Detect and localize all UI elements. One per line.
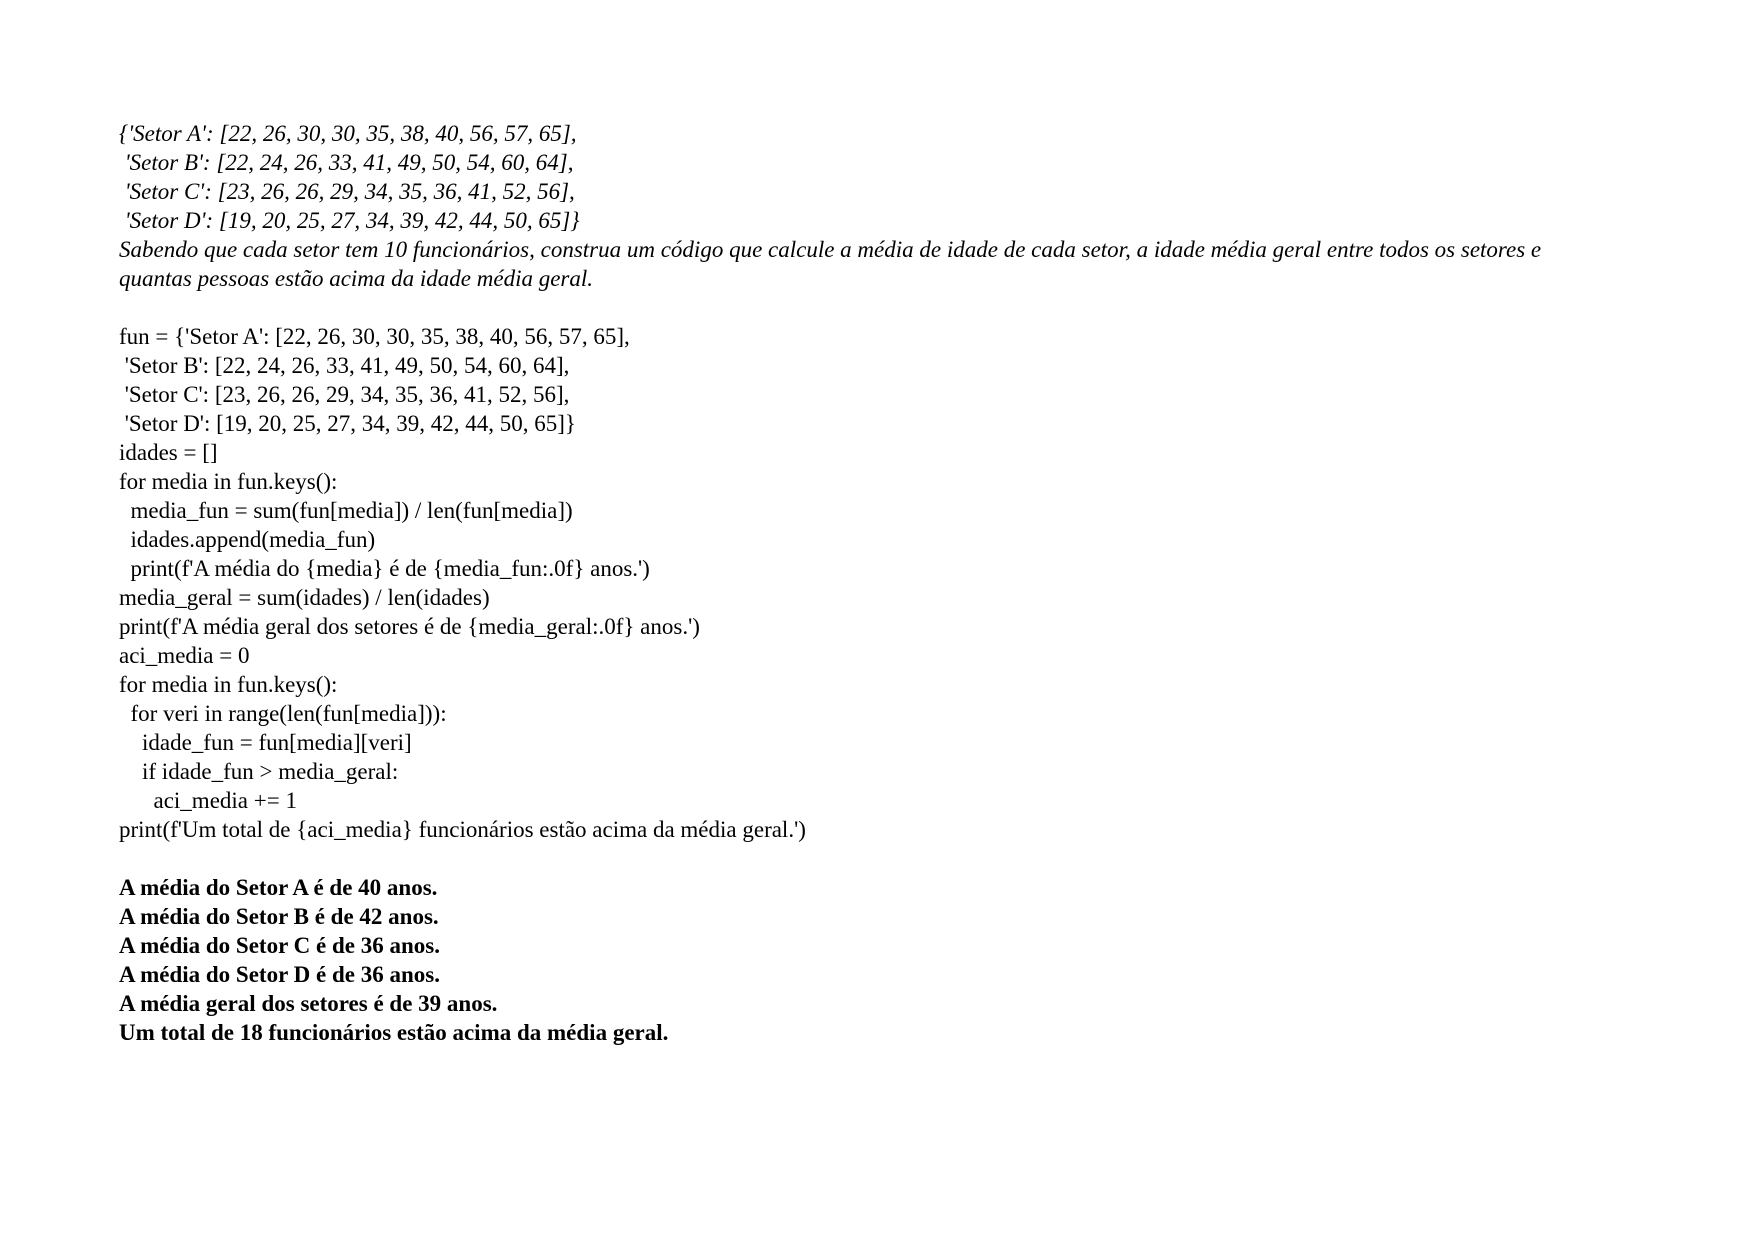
code-line: print(f'A média do {media} é de {media_fun:.0f} anos.') — [119, 556, 650, 581]
output-line: A média do Setor D é de 36 anos. — [119, 962, 440, 987]
output-block — [119, 873, 1639, 1047]
code-line: idades.append(media_fun) — [119, 527, 376, 552]
output-line: A média do Setor A é de 40 anos. — [119, 875, 438, 900]
output-line: A média do Setor B é de 42 anos. — [119, 904, 439, 929]
code-line: aci_media += 1 — [119, 788, 297, 813]
problem-data-line: 'Setor B': [22, 24, 26, 33, 41, 49, 50, 54, 60, 64], — [119, 150, 574, 175]
code-line: fun = {'Setor A': [22, 26, 30, 30, 35, 38, 40, 56, 57, 65], — [119, 324, 630, 349]
code-line: 'Setor B': [22, 24, 26, 33, 41, 49, 50, 54, 60, 64], — [119, 353, 570, 378]
code-line: idade_fun = fun[media][veri] — [119, 730, 412, 755]
code-line: print(f'A média geral dos setores é de {media_geral:.0f} anos.') — [119, 614, 700, 639]
code-line: media_fun = sum(fun[media]) / len(fun[media]) — [119, 498, 573, 523]
spacer — [119, 844, 1639, 873]
problem-data-line: 'Setor C': [23, 26, 26, 29, 34, 35, 36, 41, 52, 56], — [119, 179, 575, 204]
problem-data-block — [119, 119, 1639, 235]
code-line: if idade_fun > media_geral: — [119, 759, 399, 784]
code-line: aci_media = 0 — [119, 643, 250, 668]
spacer — [119, 293, 1639, 322]
code-line: for veri in range(len(fun[media])): — [119, 701, 447, 726]
code-line: for media in fun.keys(): — [119, 672, 338, 697]
document-page — [119, 119, 1639, 1047]
problem-data-line: {'Setor A': [22, 26, 30, 30, 35, 38, 40, 56, 57, 65], — [119, 121, 577, 146]
code-line: idades = [] — [119, 440, 218, 465]
code-line: for media in fun.keys(): — [119, 469, 338, 494]
code-block — [119, 322, 1639, 844]
code-line: media_geral = sum(idades) / len(idades) — [119, 585, 490, 610]
code-line: print(f'Um total de {aci_media} funcionários estão acima da média geral.') — [119, 817, 806, 842]
problem-statement: Sabendo que cada setor tem 10 funcionários, construa um código que calcule a média de idade de cada setor, a idade média geral entre todos os setores e quantas pessoas estão acima da idade média geral. — [119, 237, 1542, 291]
code-line: 'Setor C': [23, 26, 26, 29, 34, 35, 36, 41, 52, 56], — [119, 382, 570, 407]
problem-data-line: 'Setor D': [19, 20, 25, 27, 34, 39, 42, 44, 50, 65]} — [119, 208, 580, 233]
output-line: A média geral dos setores é de 39 anos. — [119, 991, 498, 1016]
code-line: 'Setor D': [19, 20, 25, 27, 34, 39, 42, 44, 50, 65]} — [119, 411, 576, 436]
output-line: A média do Setor C é de 36 anos. — [119, 933, 440, 958]
output-line: Um total de 18 funcionários estão acima da média geral. — [119, 1020, 669, 1045]
